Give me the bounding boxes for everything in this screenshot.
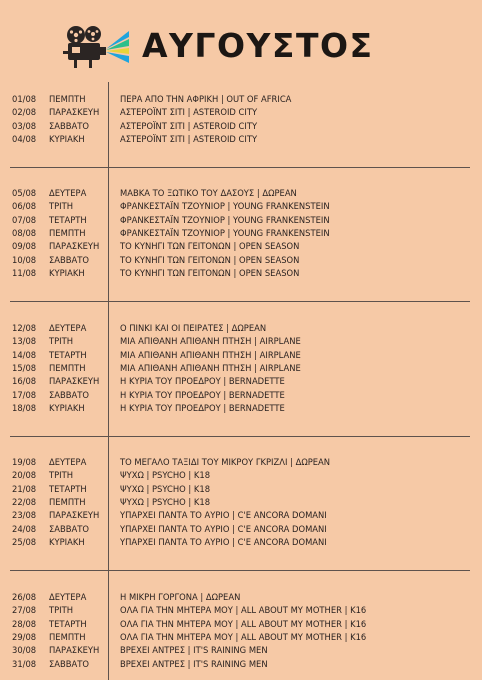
screening-day: ΤΡΙΤΗ (49, 605, 74, 616)
screening-day: ΠΕΜΠΤΗ (49, 228, 86, 239)
screening-date: 01/08 (12, 94, 37, 104)
schedule-row (0, 631, 482, 644)
schedule-row (0, 322, 482, 335)
screening-day: ΠΕΜΠΤΗ (49, 363, 86, 374)
screening-day: ΚΥΡΙΑΚΗ (49, 537, 85, 548)
screening-day: ΠΑΡΑΣΚΕΥΗ (49, 241, 100, 252)
schedule-row (0, 536, 482, 549)
screening-date: 21/08 (12, 483, 37, 494)
screening-day: ΔΕΥΤΕΡΑ (49, 188, 87, 198)
schedule-row (0, 133, 482, 146)
week-separator (10, 167, 470, 168)
screening-day: ΣΑΒΒΑΤΟ (49, 120, 89, 131)
schedule-row (0, 402, 482, 415)
film-title: ΦΡΑΝΚΕΣΤΑΪΝ ΤΖΟΥΝΙΟΡ | YOUNG FRANKENSTEIN (120, 228, 330, 239)
screening-day: ΤΕΤΑΡΤΗ (49, 483, 87, 494)
film-title: ΜΑΒΚΑ ΤΟ ΞΩΤΙΚΟ ΤΟΥ ΔΑΣΟΥΣ | ΔΩΡΕΑΝ (120, 188, 297, 198)
screening-day: ΤΡΙΤΗ (49, 201, 74, 212)
week-separator (10, 301, 470, 302)
film-title: ΑΣΤΕΡΟΪΝΤ ΣΙΤΙ | ASTEROID CITY (120, 120, 258, 131)
film-title: ΜΙΑ ΑΠΙΘΑΝΗ ΑΠΙΘΑΝΗ ΠΤΗΣΗ | AIRPLANE (120, 349, 301, 360)
film-title: ΠΕΡΑ ΑΠΟ ΤΗΝ ΑΦΡΙΚΗ | OUT OF AFRICA (120, 94, 292, 104)
screening-day: ΠΕΜΠΤΗ (49, 497, 86, 508)
schedule-row (0, 335, 482, 348)
schedule-row (0, 349, 482, 362)
schedule-row (0, 267, 482, 280)
film-title: ΥΠΑΡΧΕΙ ΠΑΝΤΑ ΤΟ ΑΥΡΙΟ | C'E ANCORA DOMANI (120, 537, 327, 548)
screening-day: ΚΥΡΙΑΚΗ (49, 134, 85, 145)
screening-date: 28/08 (12, 618, 37, 629)
film-title: ΤΟ ΜΕΓΑΛΟ ΤΑΞΙΔΙ ΤΟΥ ΜΙΚΡΟΥ ΓΚΡΙΖΛΙ | ΔΩΡΕΑΝ (120, 457, 331, 467)
screening-date: 26/08 (12, 592, 37, 602)
week-separator (10, 436, 470, 437)
schedule-row (0, 187, 482, 200)
schedule-row (0, 389, 482, 402)
film-title: Η ΜΙΚΡΗ ΓΟΡΓΟΝΑ | ΔΩΡΕΑΝ (120, 592, 241, 602)
schedule-row (0, 618, 482, 631)
screening-day: ΣΑΒΒΑΤΟ (49, 658, 89, 669)
screening-date: 07/08 (12, 214, 37, 225)
screening-day: ΠΑΡΑΣΚΕΥΗ (49, 376, 100, 387)
schedule-row (0, 93, 482, 106)
screening-date: 23/08 (12, 510, 37, 521)
schedule-row (0, 200, 482, 213)
schedule-row (0, 456, 482, 469)
screening-date: 05/08 (12, 188, 37, 198)
screening-day: ΠΕΜΠΤΗ (49, 632, 86, 643)
schedule-row (0, 469, 482, 482)
screening-date: 27/08 (12, 605, 37, 616)
screening-date: 14/08 (12, 349, 37, 360)
schedule-row (0, 604, 482, 617)
film-title: ΦΡΑΝΚΕΣΤΑΪΝ ΤΖΟΥΝΙΟΡ | YOUNG FRANKENSTEIN (120, 201, 330, 212)
schedule-row (0, 362, 482, 375)
screening-day: ΤΕΤΑΡΤΗ (49, 349, 87, 360)
screening-day: ΔΕΥΤΕΡΑ (49, 592, 87, 602)
screening-day: ΤΡΙΤΗ (49, 336, 74, 347)
film-title: ΒΡΕΧΕΙ ΑΝΤΡΕΣ | IT'S RAINING MEN (120, 658, 268, 669)
screening-date: 18/08 (12, 403, 37, 414)
film-title: ΥΠΑΡΧΕΙ ΠΑΝΤΑ ΤΟ ΑΥΡΙΟ | C'E ANCORA DOMANI (120, 523, 327, 534)
film-title: ΨΥΧΩ | PSYCHO | K18 (120, 470, 211, 481)
film-title: ΦΡΑΝΚΕΣΤΑΪΝ ΤΖΟΥΝΙΟΡ | YOUNG FRANKENSTEIN (120, 214, 330, 225)
screening-day: ΚΥΡΙΑΚΗ (49, 268, 85, 279)
film-title: ΥΠΑΡΧΕΙ ΠΑΝΤΑ ΤΟ ΑΥΡΙΟ | C'E ANCORA DOMANI (120, 510, 327, 521)
screening-date: 20/08 (12, 470, 37, 481)
screening-date: 31/08 (12, 658, 37, 669)
screening-day: ΠΕΜΠΤΗ (49, 94, 86, 104)
screening-date: 16/08 (12, 376, 37, 387)
film-title: ΑΣΤΕΡΟΪΝΤ ΣΙΤΙ | ASTEROID CITY (120, 107, 258, 118)
screening-day: ΔΕΥΤΕΡΑ (49, 457, 87, 467)
film-title: ΨΥΧΩ | PSYCHO | K18 (120, 497, 211, 508)
screening-date: 17/08 (12, 389, 37, 400)
screening-day: ΤΕΤΑΡΤΗ (49, 618, 87, 629)
screening-day: ΤΡΙΤΗ (49, 470, 74, 481)
screening-date: 12/08 (12, 323, 37, 333)
schedule-row (0, 120, 482, 133)
screening-day: ΠΑΡΑΣΚΕΥΗ (49, 645, 100, 656)
film-title: ΑΣΤΕΡΟΪΝΤ ΣΙΤΙ | ASTEROID CITY (120, 134, 258, 145)
screening-date: 02/08 (12, 107, 37, 118)
schedule-row (0, 523, 482, 536)
screening-date: 04/08 (12, 134, 37, 145)
film-title: ΟΛΑ ΓΙΑ ΤΗΝ ΜΗΤΕΡΑ ΜΟΥ | ALL ABOUT MY MOTHER | K16 (120, 618, 367, 629)
screening-day: ΣΑΒΒΑΤΟ (49, 254, 89, 265)
schedule-row (0, 658, 482, 671)
film-title: ΜΙΑ ΑΠΙΘΑΝΗ ΑΠΙΘΑΝΗ ΠΤΗΣΗ | AIRPLANE (120, 336, 301, 347)
film-projector-icon (59, 22, 129, 70)
screening-day: ΣΑΒΒΑΤΟ (49, 389, 89, 400)
schedule-row (0, 254, 482, 267)
screening-date: 22/08 (12, 497, 37, 508)
page-title: ΑΥΓΟΥΣΤΟΣ (142, 26, 374, 65)
film-title: Η ΚΥΡΙΑ ΤΟΥ ΠΡΟΕΔΡΟΥ | BERNADETTE (120, 389, 285, 400)
week-separator (10, 570, 470, 571)
screening-date: 03/08 (12, 120, 37, 131)
screening-day: ΠΑΡΑΣΚΕΥΗ (49, 510, 100, 521)
screening-date: 06/08 (12, 201, 37, 212)
header (0, 0, 482, 78)
film-title: ΟΛΑ ΓΙΑ ΤΗΝ ΜΗΤΕΡΑ ΜΟΥ | ALL ABOUT MY MOTHER | K16 (120, 605, 367, 616)
screening-day: ΚΥΡΙΑΚΗ (49, 403, 85, 414)
schedule-row (0, 496, 482, 509)
film-title: ΨΥΧΩ | PSYCHO | K18 (120, 483, 211, 494)
screening-day: ΣΑΒΒΑΤΟ (49, 523, 89, 534)
screening-date: 09/08 (12, 241, 37, 252)
screening-date: 11/08 (12, 268, 37, 279)
screening-date: 25/08 (12, 537, 37, 548)
screening-date: 15/08 (12, 363, 37, 374)
film-title: ΤΟ ΚΥΝΗΓΙ ΤΩΝ ΓΕΙΤΟΝΩΝ | OPEN SEASON (120, 268, 300, 279)
screening-date: 30/08 (12, 645, 37, 656)
film-title: Η ΚΥΡΙΑ ΤΟΥ ΠΡΟΕΔΡΟΥ | BERNADETTE (120, 403, 285, 414)
screening-date: 29/08 (12, 632, 37, 643)
screening-date: 24/08 (12, 523, 37, 534)
film-title: ΤΟ ΚΥΝΗΓΙ ΤΩΝ ΓΕΙΤΟΝΩΝ | OPEN SEASON (120, 254, 300, 265)
screening-day: ΔΕΥΤΕΡΑ (49, 323, 87, 333)
schedule-row (0, 106, 482, 119)
film-title: ΟΛΑ ΓΙΑ ΤΗΝ ΜΗΤΕΡΑ ΜΟΥ | ALL ABOUT MY MOTHER | K16 (120, 632, 367, 643)
schedule-row (0, 227, 482, 240)
schedule-row (0, 644, 482, 657)
schedule-row (0, 509, 482, 522)
screening-date: 13/08 (12, 336, 37, 347)
schedule-row (0, 214, 482, 227)
screening-date: 08/08 (12, 228, 37, 239)
film-title: ΤΟ ΚΥΝΗΓΙ ΤΩΝ ΓΕΙΤΟΝΩΝ | OPEN SEASON (120, 241, 300, 252)
schedule-row (0, 483, 482, 496)
film-title: ΒΡΕΧΕΙ ΑΝΤΡΕΣ | IT'S RAINING MEN (120, 645, 268, 656)
film-title: Η ΚΥΡΙΑ ΤΟΥ ΠΡΟΕΔΡΟΥ | BERNADETTE (120, 376, 285, 387)
schedule-row (0, 240, 482, 253)
film-title: Ο ΠΙΝΚΙ ΚΑΙ ΟΙ ΠΕΙΡΑΤΕΣ | ΔΩΡΕΑΝ (120, 323, 267, 333)
screening-day: ΠΑΡΑΣΚΕΥΗ (49, 107, 100, 118)
screening-day: ΤΕΤΑΡΤΗ (49, 214, 87, 225)
screening-date: 10/08 (12, 254, 37, 265)
screening-date: 19/08 (12, 457, 37, 467)
schedule-row (0, 375, 482, 388)
schedule-row (0, 591, 482, 604)
film-title: ΜΙΑ ΑΠΙΘΑΝΗ ΑΠΙΘΑΝΗ ΠΤΗΣΗ | AIRPLANE (120, 363, 301, 374)
